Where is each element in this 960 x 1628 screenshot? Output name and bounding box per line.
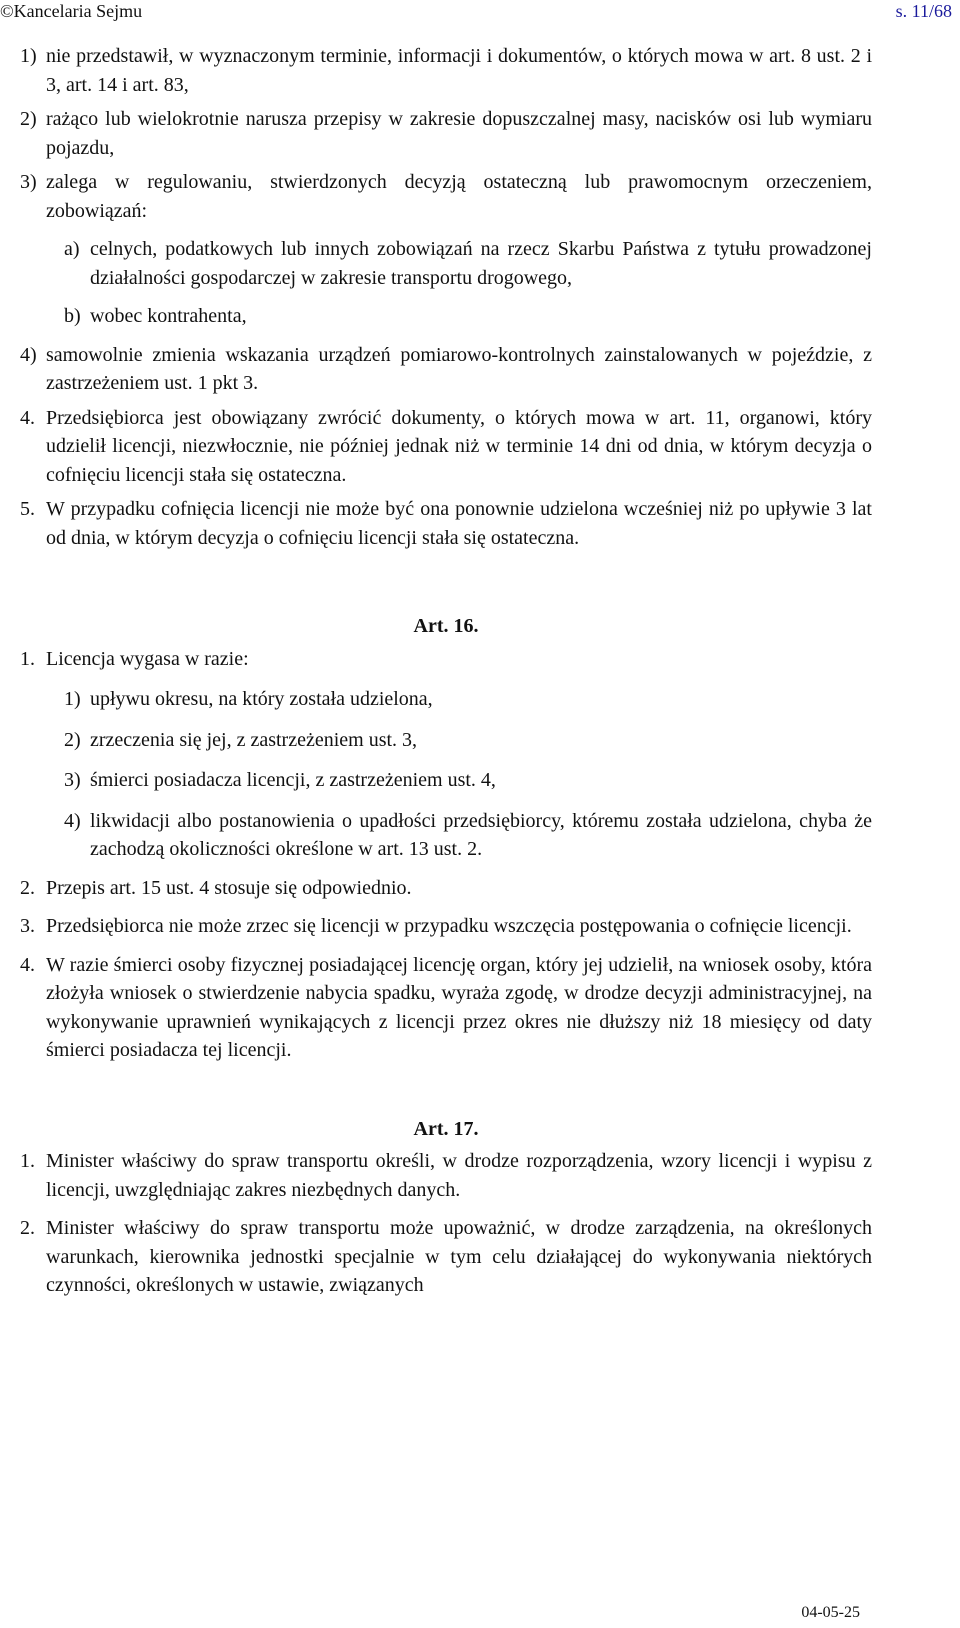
paragraph: 4. W razie śmierci osoby fizycznej posiadającej licencję organ, który jej udzielił, na wniosek osoby, która złożyła wniosek o stwierdzenie nabycia spadku, wyraża zgodę, w drodze decyzji administracyjnej, na wykonywanie uprawnień wynikających z licencji przez okres nie dłuższy niż 18 miesięcy od daty śmierci posiadacza tej licencji. (20, 953, 872, 1061)
paragraph: 2. Minister właściwy do spraw transportu może upoważnić, w drodze zarządzenia, na określonych warunkach, kierownika jednostki specjalnie w tym celu działającej do wykonywania niektórych czynności, określonych w ustawie, związanych (20, 1217, 872, 1296)
paragraph: 3. Przedsiębiorca nie może zrzec się licencji w przypadku wszczęcia postępowania o cofnięcie licencji. (20, 915, 852, 937)
list-item: 4) likwidacji albo postanowienia o upadłości przedsiębiorcy, któremu została udzielona, chyba że zachodzą okoliczności określone w art. 13 ust. 2. (64, 809, 872, 860)
paragraph: 4. Przedsiębiorca jest obowiązany zwrócić dokumenty, o których mowa w art. 11, organowi, który udzielił licencji, niezwłocznie, nie później jednak niż w terminie 14 dni od dnia, w którym decyzja o cofnięciu licencji stała się ostateczna. (20, 406, 872, 486)
copyright-label: ©Kancelaria Sejmu (0, 1, 143, 21)
list-item: b) wobec kontrahenta, (64, 305, 247, 327)
list-item: 4) samowolnie zmienia wskazania urządzeń pomiarowo-kontrolnych zainstalowanych w pojeździe, z zastrzeżeniem ust. 1 pkt 3. (20, 343, 872, 394)
list-item: 3) śmierci posiadacza licencji, z zastrzeżeniem ust. 4, (64, 769, 496, 791)
list-item: 2) zrzeczenia się jej, z zastrzeżeniem ust. 3, (64, 728, 418, 751)
page-number: s. 11/68 (895, 1, 952, 21)
list-item: a) celnych, podatkowych lub innych zobowiązań na rzecz Skarbu Państwa z tytułu prowadzonej działalności gospodarczej w zakresie transportu drogowego, (64, 238, 872, 289)
list-item: 2) rażąco lub wielokrotnie narusza przepisy w zakresie dopuszczalnej masy, nacisków osi lub wymiaru pojazdu, (20, 108, 872, 159)
list-item: 3) zalega w regulowaniu, stwierdzonych decyzją ostateczną lub prawomocnym orzeczeniem, zobowiązań: (20, 171, 872, 222)
article-heading: Art. 16. (413, 615, 479, 637)
article-heading: Art. 17. (413, 1117, 479, 1140)
paragraph: 5. W przypadku cofnięcia licencji nie może być ona ponownie udzielona wcześniej niż po upływie 3 lat od dnia, w którym decyzja o cofnięciu licencji stała się ostateczna. (20, 498, 872, 549)
document-date: 04-05-25 (801, 1604, 860, 1621)
list-item: 1) upływu okresu, na który została udzielona, (64, 688, 433, 710)
document-body (20, 42, 872, 1300)
page-header (0, 0, 960, 30)
paragraph: 1. Minister właściwy do spraw transportu określi, w drodze rozporządzenia, wzory licencji i wypisu z licencji, uwzględniając zakres niezbędnych danych. (20, 1150, 872, 1201)
paragraph: 2. Przepis art. 15 ust. 4 stosuje się odpowiednio. (20, 876, 412, 899)
list-item: 1) nie przedstawił, w wyznaczonym terminie, informacji i dokumentów, o których mowa w art. 8 ust. 2 i 3, art. 14 i art. 83, (20, 45, 872, 96)
paragraph: 1. Licencja wygasa w razie: (20, 647, 249, 670)
